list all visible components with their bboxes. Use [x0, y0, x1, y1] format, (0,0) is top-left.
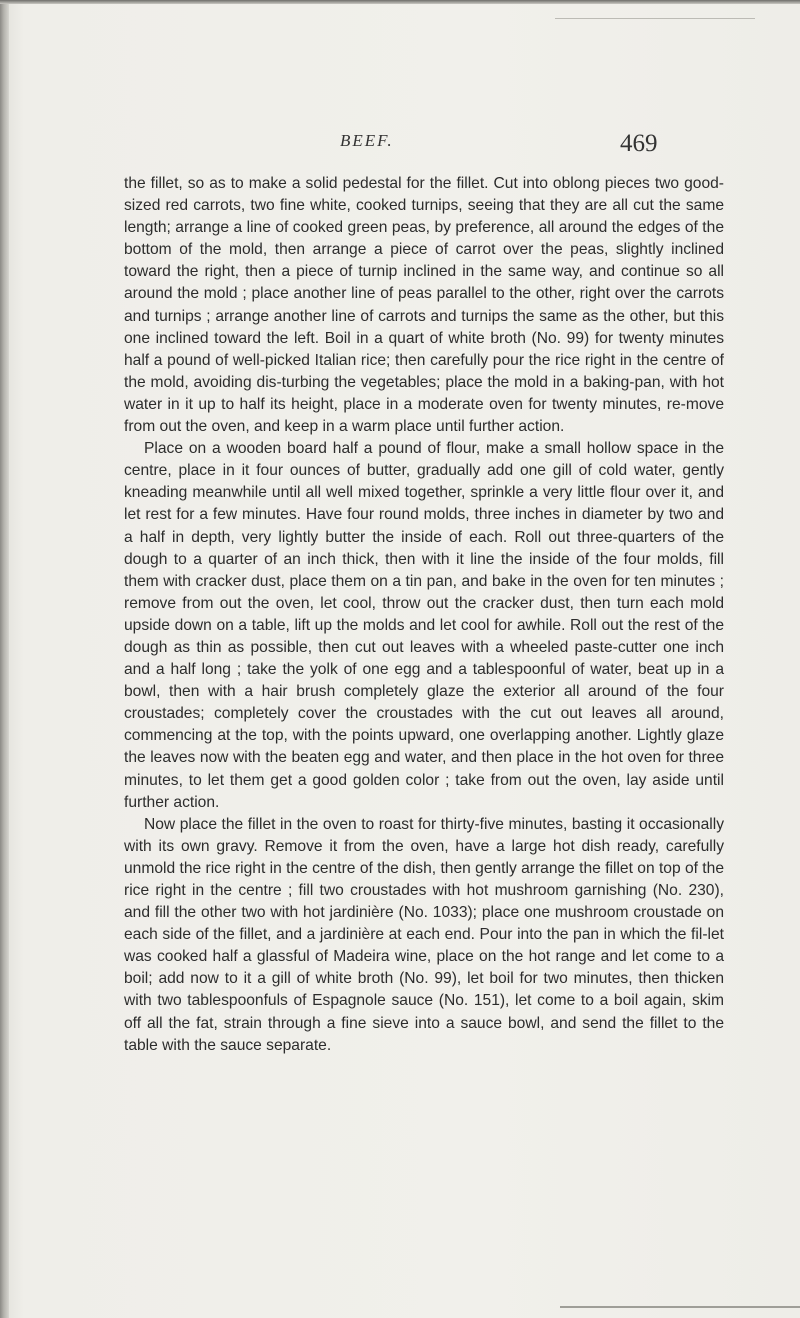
paragraph-1: the fillet, so as to make a solid pedestal for the fillet. Cut into oblong pieces two good-sized red carrots, two fine white, cooked turnips, seeing that they are all cut the same length; arrange a line of cooked green peas, by preference, all around the edges of the bottom of the mold, then arrange a piece of carrot over the peas, slightly inclined toward the right, then a piece of turnip inclined in the same way, and continue so all around the mold ; place another line of peas parallel to the other, right over the carrots and turnips ; arrange another line of carrots and turnips the same as the other, but this one inclined toward the left. Boil in a quart of white broth (No. 99) for twenty minutes half a pound of well-picked Italian rice; then carefully pour the rice right in the centre of the mold, avoiding dis-turbing the vegetables; place the mold in a baking-pan, with hot water in it up to half its height, place in a moderate oven for twenty minutes, re-move from out the oven, and keep in a warm place until further action.	[124, 175, 724, 436]
paragraph-2: Place on a wooden board half a pound of flour, make a small hollow space in the centre, place in it four ounces of butter, gradually add one gill of cold water, gently kneading meanwhile until all well mixed together, sprinkle a very little flour over it, and let rest for a few minutes. Have four round molds, three inches in diameter by two and a half in depth, very lightly butter the inside of each. Roll out three-quarters of the dough to a quarter of an inch thick, then with it line the inside of the four molds, fill them with cracker dust, place them on a tin pan, and bake in the oven for ten minutes ; remove from out the oven, let cool, throw out the cracker dust, then turn each mold upside down on a table, lift up the molds and let cool for awhile. Roll out the rest of the dough as thin as possible, then cut out leaves with a wheeled paste-cutter one inch and a half long ; take the yolk of one egg and a tablespoonful of water, beat up in a bowl, then with a hair brush completely glaze the exterior all around of the four croustades; completely cover the croustades with the cut out leaves all around, commencing at the top, with the points upward, one overlapping another. Lightly glaze the leaves now with the beaten egg and water, and then place in the hot oven for three minutes, to let them get a good golden color ; take from out the oven, lay aside until further action.	[124, 440, 724, 811]
page-top-edge	[0, 0, 800, 4]
page-number: 469	[620, 130, 658, 157]
body-text	[124, 173, 724, 1057]
paragraph-3: Now place the fillet in the oven to roast for thirty-five minutes, basting it occasionally with its own gravy. Remove it from the oven, have a large hot dish ready, carefully unmold the rice right in the centre of the dish, then gently arrange the fillet on top of the rice right in the centre ; fill two croustades with hot mushroom garnishing (No. 230), and fill the other two with hot jardinière (No. 1033); place one mushroom croustade on each side of the fillet, and a jardinière at each end. Pour into the pan in which the fil-let was cooked half a glassful of Madeira wine, place on the hot range and let come to a boil; add now to it a gill of white broth (No. 99), let boil for two minutes, then thicken with two tablespoonfuls of Espagnole sauce (No. 151), let come to a boil again, skim off all the fat, strain through a fine sieve into a sauce bowl, and send the fillet to the table with the sauce separate.	[124, 815, 724, 1054]
page-gutter	[0, 0, 9, 1318]
bottom-rule	[560, 1306, 800, 1308]
header-rule	[555, 18, 755, 19]
running-head: BEEF.	[340, 131, 394, 150]
